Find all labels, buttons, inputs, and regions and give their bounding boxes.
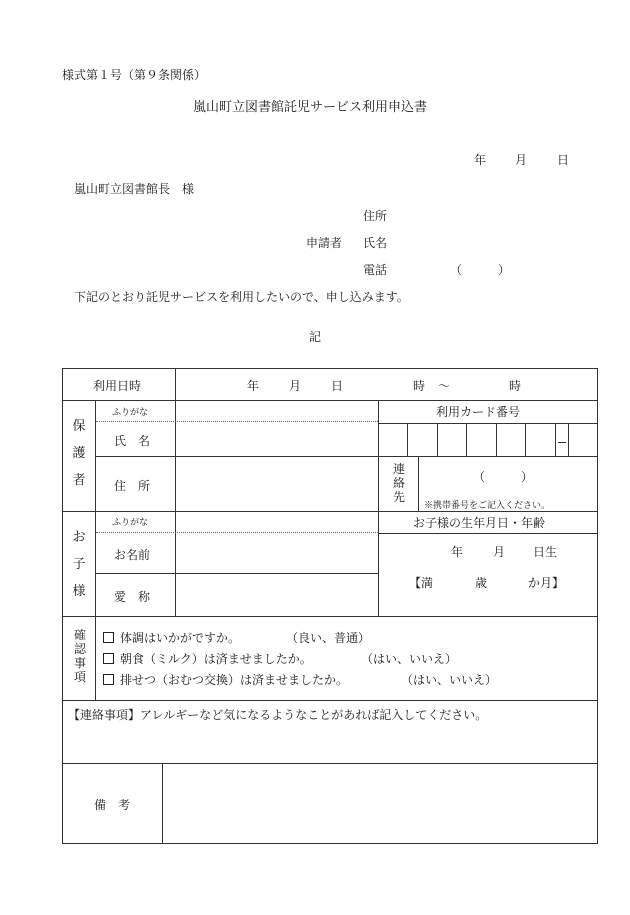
usage-day: 日 [331, 379, 344, 393]
child-furigana-label: ふりがな [112, 518, 149, 528]
remarks-field[interactable] [163, 764, 597, 843]
applicant-label: 申請者 [306, 236, 343, 250]
birth-suffix: 日生 [533, 545, 558, 559]
confirm-item: 朝食（ミルク）は済ませましたか。 [103, 650, 312, 667]
date-year: 年 [474, 153, 487, 167]
usage-datetime-label: 利用日時 [93, 379, 142, 393]
applicant-name-label: 氏名 [363, 236, 388, 250]
health-checkbox[interactable] [103, 632, 114, 643]
remarks-label: 備 考 [94, 798, 131, 812]
notes-label: 【連絡事項】アレルギーなど気になるようなことがあれば記入してください。 [68, 708, 488, 722]
usage-hour-to: 時 [509, 379, 522, 393]
usage-tilde: ～ [438, 379, 451, 393]
date-day: 日 [557, 153, 570, 167]
usage-month: 月 [289, 379, 302, 393]
age-years: 歳 [475, 576, 488, 590]
breakfast-checkbox[interactable] [103, 653, 114, 664]
guardian-name-field[interactable] [176, 422, 378, 456]
confirm-options: （はい、いいえ） [401, 673, 498, 687]
birth-year: 年 [451, 545, 464, 559]
guardian-name-label: 氏 名 [114, 434, 151, 448]
notes-field[interactable] [63, 726, 597, 762]
date-month: 月 [515, 153, 528, 167]
form-number: 様式第１号（第９条関係） [62, 68, 207, 82]
guardian-address-field[interactable] [176, 457, 378, 511]
applicant-phone-paren: （ ） [450, 263, 511, 277]
addressee: 嵐山町立図書館長 様 [74, 182, 195, 196]
child-nickname-field[interactable] [176, 574, 378, 616]
child-name-field[interactable] [176, 533, 378, 573]
mobile-note: ※携帯番号をご記入ください。 [424, 501, 551, 511]
age-open: 【満 [409, 576, 434, 590]
child-name-label: お名前 [114, 548, 151, 562]
applicant-address-label: 住所 [363, 209, 388, 223]
intro-text: 下記のとおり託児サービスを利用したいので、申し込みます。 [74, 290, 409, 304]
form-title: 嵐山町立図書館託児サービス利用申込書 [193, 100, 428, 115]
child-nickname-label: 愛 称 [114, 590, 151, 604]
birthdate-label: お子様の生年月日・年齢 [413, 516, 546, 530]
confirm-options: （良い、普通） [286, 631, 371, 645]
contact-paren: （ ） [473, 470, 534, 484]
diaper-checkbox[interactable] [103, 674, 114, 685]
card-number-label: 利用カード番号 [436, 405, 521, 419]
confirm-item: 体調はいかがですか。 [103, 629, 240, 646]
confirm-item: 排せつ（おむつ交換）は済ませましたか。 [103, 671, 348, 688]
ki-label: 記 [309, 330, 322, 344]
age-months: か月】 [528, 576, 565, 590]
usage-datetime-field[interactable] [176, 369, 597, 400]
usage-hour-from: 時 [413, 379, 426, 393]
confirm-options: （はい、いいえ） [361, 652, 458, 666]
applicant-phone-label: 電話 [363, 263, 388, 277]
usage-year: 年 [247, 379, 260, 393]
guardian-furigana-label: ふりがな [112, 408, 149, 418]
guardian-address-label: 住 所 [114, 479, 151, 493]
birth-month: 月 [493, 545, 506, 559]
